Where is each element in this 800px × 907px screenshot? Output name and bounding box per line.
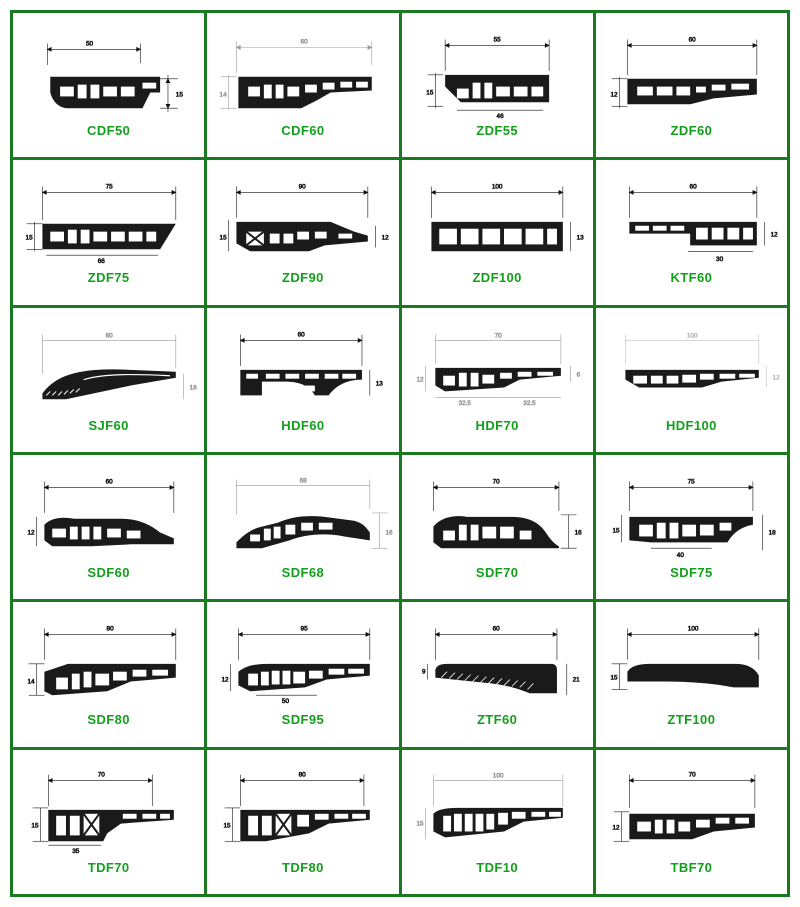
profile-drawing-zdf90 [207,160,398,268]
profile-label: ZTF100 [667,712,716,728]
dim-side: 16 [189,384,197,392]
dim-top: 80 [106,625,114,633]
profile-drawing-zdf100 [402,160,593,268]
profile-drawing-cdf50 [13,13,204,121]
dim-side-2: 18 [768,529,776,537]
profile-cell[interactable] [207,13,401,160]
profile-cell[interactable] [596,160,790,307]
profile-drawing-sdf95 [207,602,398,710]
dim-top: 70 [97,771,105,779]
profile-label: TBF70 [670,859,713,875]
profile-drawing-tdf10 [402,750,593,858]
profile-grid [10,10,790,897]
profile-drawing-sdf80 [13,602,204,710]
profile-drawing-sdf60 [13,455,204,563]
profile-label: SJF60 [88,417,129,433]
dim-top: 60 [688,36,696,44]
dim-top: 90 [298,183,306,191]
profile-cell[interactable] [402,160,596,307]
profile-cell[interactable] [402,602,596,749]
profile-cell[interactable] [402,308,596,455]
profile-label: TDF70 [87,859,130,875]
profile-cell[interactable] [207,750,401,897]
dim-side: 15 [610,674,618,682]
profile-cell[interactable] [207,602,401,749]
dim-top: 95 [300,625,308,633]
dim-top: 100 [492,772,503,780]
profile-cell[interactable] [596,750,790,897]
dim-side-2: 12 [381,234,389,242]
dim-side-1: 15 [612,527,620,535]
profile-cell[interactable] [596,13,790,160]
profile-label: HDF60 [281,417,325,433]
dim-side: 16 [385,529,393,537]
dim-side: 14 [219,91,227,99]
profile-cell[interactable] [596,308,790,455]
dim-side: 15 [425,89,433,97]
profile-cell[interactable] [402,13,596,160]
profile-label: HDF100 [665,417,717,433]
profile-drawing-ztf60 [402,602,593,710]
dim-top: 80 [298,771,306,779]
profile-label: TDF80 [282,859,324,875]
dim-bottom: 35 [72,847,80,855]
dim-top: 100 [686,332,698,340]
profile-drawing-hdf100 [596,308,787,416]
dim-side: 15 [31,822,39,830]
profile-label: ZDF100 [472,270,522,286]
dim-top: 70 [494,332,502,340]
profile-cell[interactable] [207,308,401,455]
dim-side: 15 [175,91,183,99]
profile-cell[interactable] [13,308,207,455]
profile-drawing-sjf60 [13,308,204,416]
dim-bottom: 50 [282,698,290,706]
profile-label: ZDF55 [476,123,518,138]
profile-drawing-sdf68 [207,455,398,563]
dim-top: 60 [105,332,113,340]
dim-bottom: 46 [496,113,504,121]
dim-top: 50 [85,40,94,48]
dim-bottom: 66 [97,258,105,266]
dim-side: 14 [27,678,35,686]
profile-drawing-hdf60 [207,308,398,416]
dim-bottom-2: 32.5 [522,399,536,407]
profile-drawing-hdf70 [402,308,593,416]
profile-drawing-cdf60 [207,13,398,121]
dim-side: 12 [612,824,620,832]
dim-side: 12 [770,231,778,239]
profile-drawing-zdf55 [402,13,593,121]
dim-side-1: 9 [421,668,426,676]
dim-bottom: 30 [715,256,723,264]
profile-drawing-zdf60 [596,13,787,121]
dim-top: 68 [299,477,307,485]
dim-top: 60 [492,625,500,633]
profile-cell[interactable] [13,455,207,602]
dim-top: 60 [689,183,697,191]
dim-side: 12 [772,374,780,382]
dim-top: 100 [491,183,502,191]
profile-label: SDF70 [475,564,519,580]
profile-cell[interactable] [207,160,401,307]
profile-drawing-sdf70 [402,455,593,563]
profile-label: HDF70 [475,417,519,433]
dim-top: 70 [688,771,696,779]
profile-label: SDF80 [87,712,130,728]
dim-top: 60 [105,478,113,486]
profile-drawing-tdf80 [207,750,398,858]
profile-drawing-tbf70 [596,750,787,858]
profile-cell[interactable] [13,750,207,897]
dim-top: 75 [687,478,695,486]
dim-side: 13 [576,234,584,242]
dim-bottom-1: 32.5 [458,399,471,407]
profile-cell[interactable] [13,602,207,749]
profile-cell[interactable] [402,750,596,897]
profile-label: SDF95 [281,712,325,728]
dim-side: 15 [25,234,33,242]
profile-drawing-ktf60 [596,160,787,268]
profile-label: ZDF90 [282,270,324,286]
profile-cell[interactable] [207,455,401,602]
dim-side-2: 6 [576,371,580,379]
profile-label: ZDF75 [87,270,130,286]
dim-bottom: 40 [676,552,684,560]
profile-cell[interactable] [13,160,207,307]
profile-cell[interactable] [13,13,207,160]
dim-top: 75 [105,183,113,191]
profile-label: CDF50 [87,123,131,138]
dim-side-1: 12 [415,376,424,384]
profile-drawing-zdf75 [13,160,204,268]
dim-side: 12 [221,676,229,684]
profile-drawing-sdf75 [596,455,787,563]
profile-cell[interactable] [596,602,790,749]
dim-side: 15 [415,820,424,828]
dim-side: 13 [375,380,384,388]
dim-top: 60 [297,331,305,339]
profile-cell[interactable] [596,455,790,602]
profile-label: SDF68 [281,564,325,580]
profile-label: SDF75 [670,564,713,580]
dim-top: 70 [492,478,500,486]
profile-label: SDF60 [87,564,130,580]
dim-top: 60 [300,38,308,46]
profile-label: TDF10 [476,859,518,875]
dim-side-1: 15 [219,234,227,242]
profile-cell[interactable] [402,455,596,602]
profile-label: KTF60 [670,270,713,286]
dim-side: 12 [610,91,618,99]
dim-side: 12 [27,529,35,537]
dim-side: 15 [223,822,231,830]
profile-drawing-ztf100 [596,602,787,710]
profile-label: ZDF60 [670,123,713,138]
dim-side-2: 21 [572,676,580,684]
dim-top: 55 [493,36,501,44]
dim-top: 100 [687,625,699,633]
profile-drawing-tdf70 [13,750,204,858]
profile-label: ZTF60 [476,712,518,728]
dim-side: 16 [574,529,582,537]
profile-label: CDF60 [281,123,325,138]
